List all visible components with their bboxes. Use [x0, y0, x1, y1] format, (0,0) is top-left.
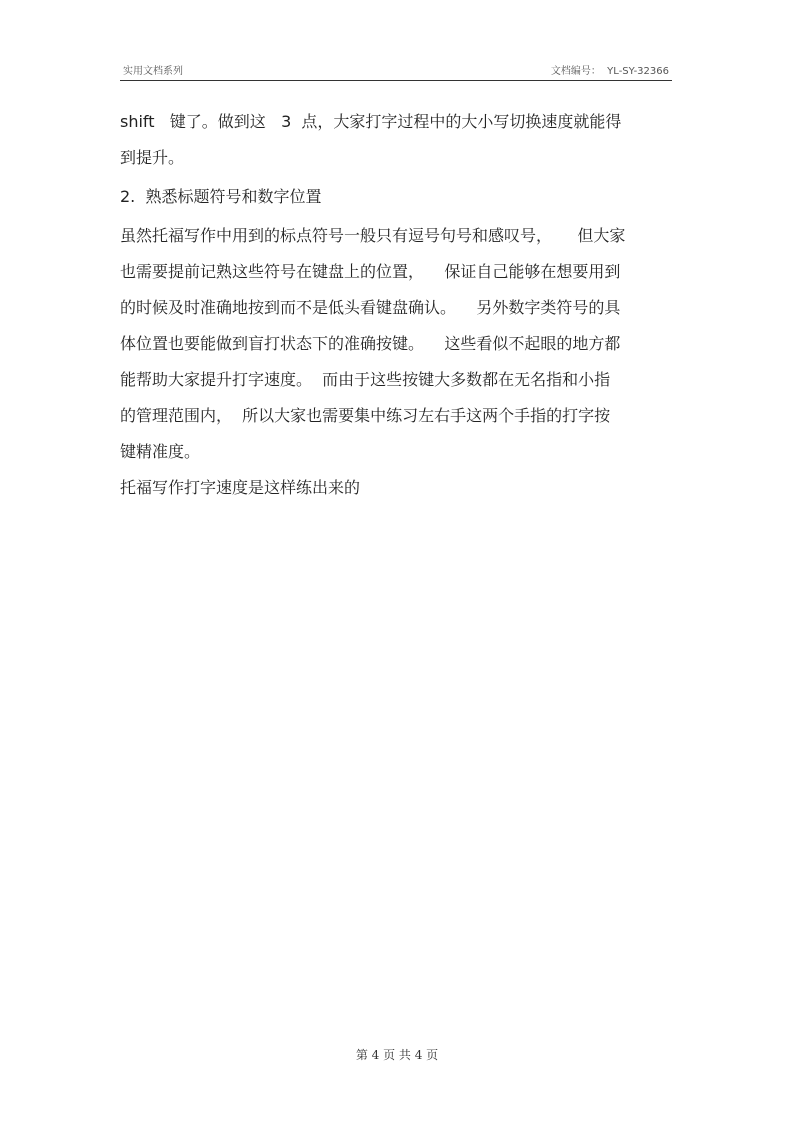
body-line: 能帮助大家提升打字速度。 而由于这些按键大多数都在无名指和小指	[120, 370, 611, 389]
section-heading: 2. 熟悉标题符号和数字位置	[120, 187, 322, 206]
document-body	[120, 104, 680, 506]
page-header	[120, 62, 672, 78]
body-line: 到提升。	[120, 148, 185, 167]
body-line: 的时候及时准确地按到而不是低头看键盘确认。 另外数字类符号的具	[120, 298, 621, 317]
body-line: 体位置也要能做到盲打状态下的准确按键。 这些看似不起眼的地方都	[120, 334, 621, 353]
body-line: 键精准度。	[120, 442, 201, 461]
header-series-title: 实用文档系列	[123, 66, 183, 77]
body-line: 托福写作打字速度是这样练出来的	[120, 478, 361, 497]
body-line: shift 键了。做到这 3 点，大家打字过程中的大小写切换速度就能得	[120, 112, 622, 131]
body-line: 也需要提前记熟这些符号在键盘上的位置， 保证自己能够在想要用到	[120, 262, 621, 281]
header-divider	[120, 80, 672, 81]
body-line: 的管理范围内， 所以大家也需要集中练习左右手这两个手指的打字按	[120, 406, 611, 425]
body-line: 虽然托福写作中用到的标点符号一般只有逗号句号和感叹号， 但大家	[120, 226, 626, 245]
header-document-number: 文档编号： YL-SY-32366	[550, 66, 669, 77]
page-number-footer: 第 4 页 共 4 页	[355, 1048, 439, 1062]
